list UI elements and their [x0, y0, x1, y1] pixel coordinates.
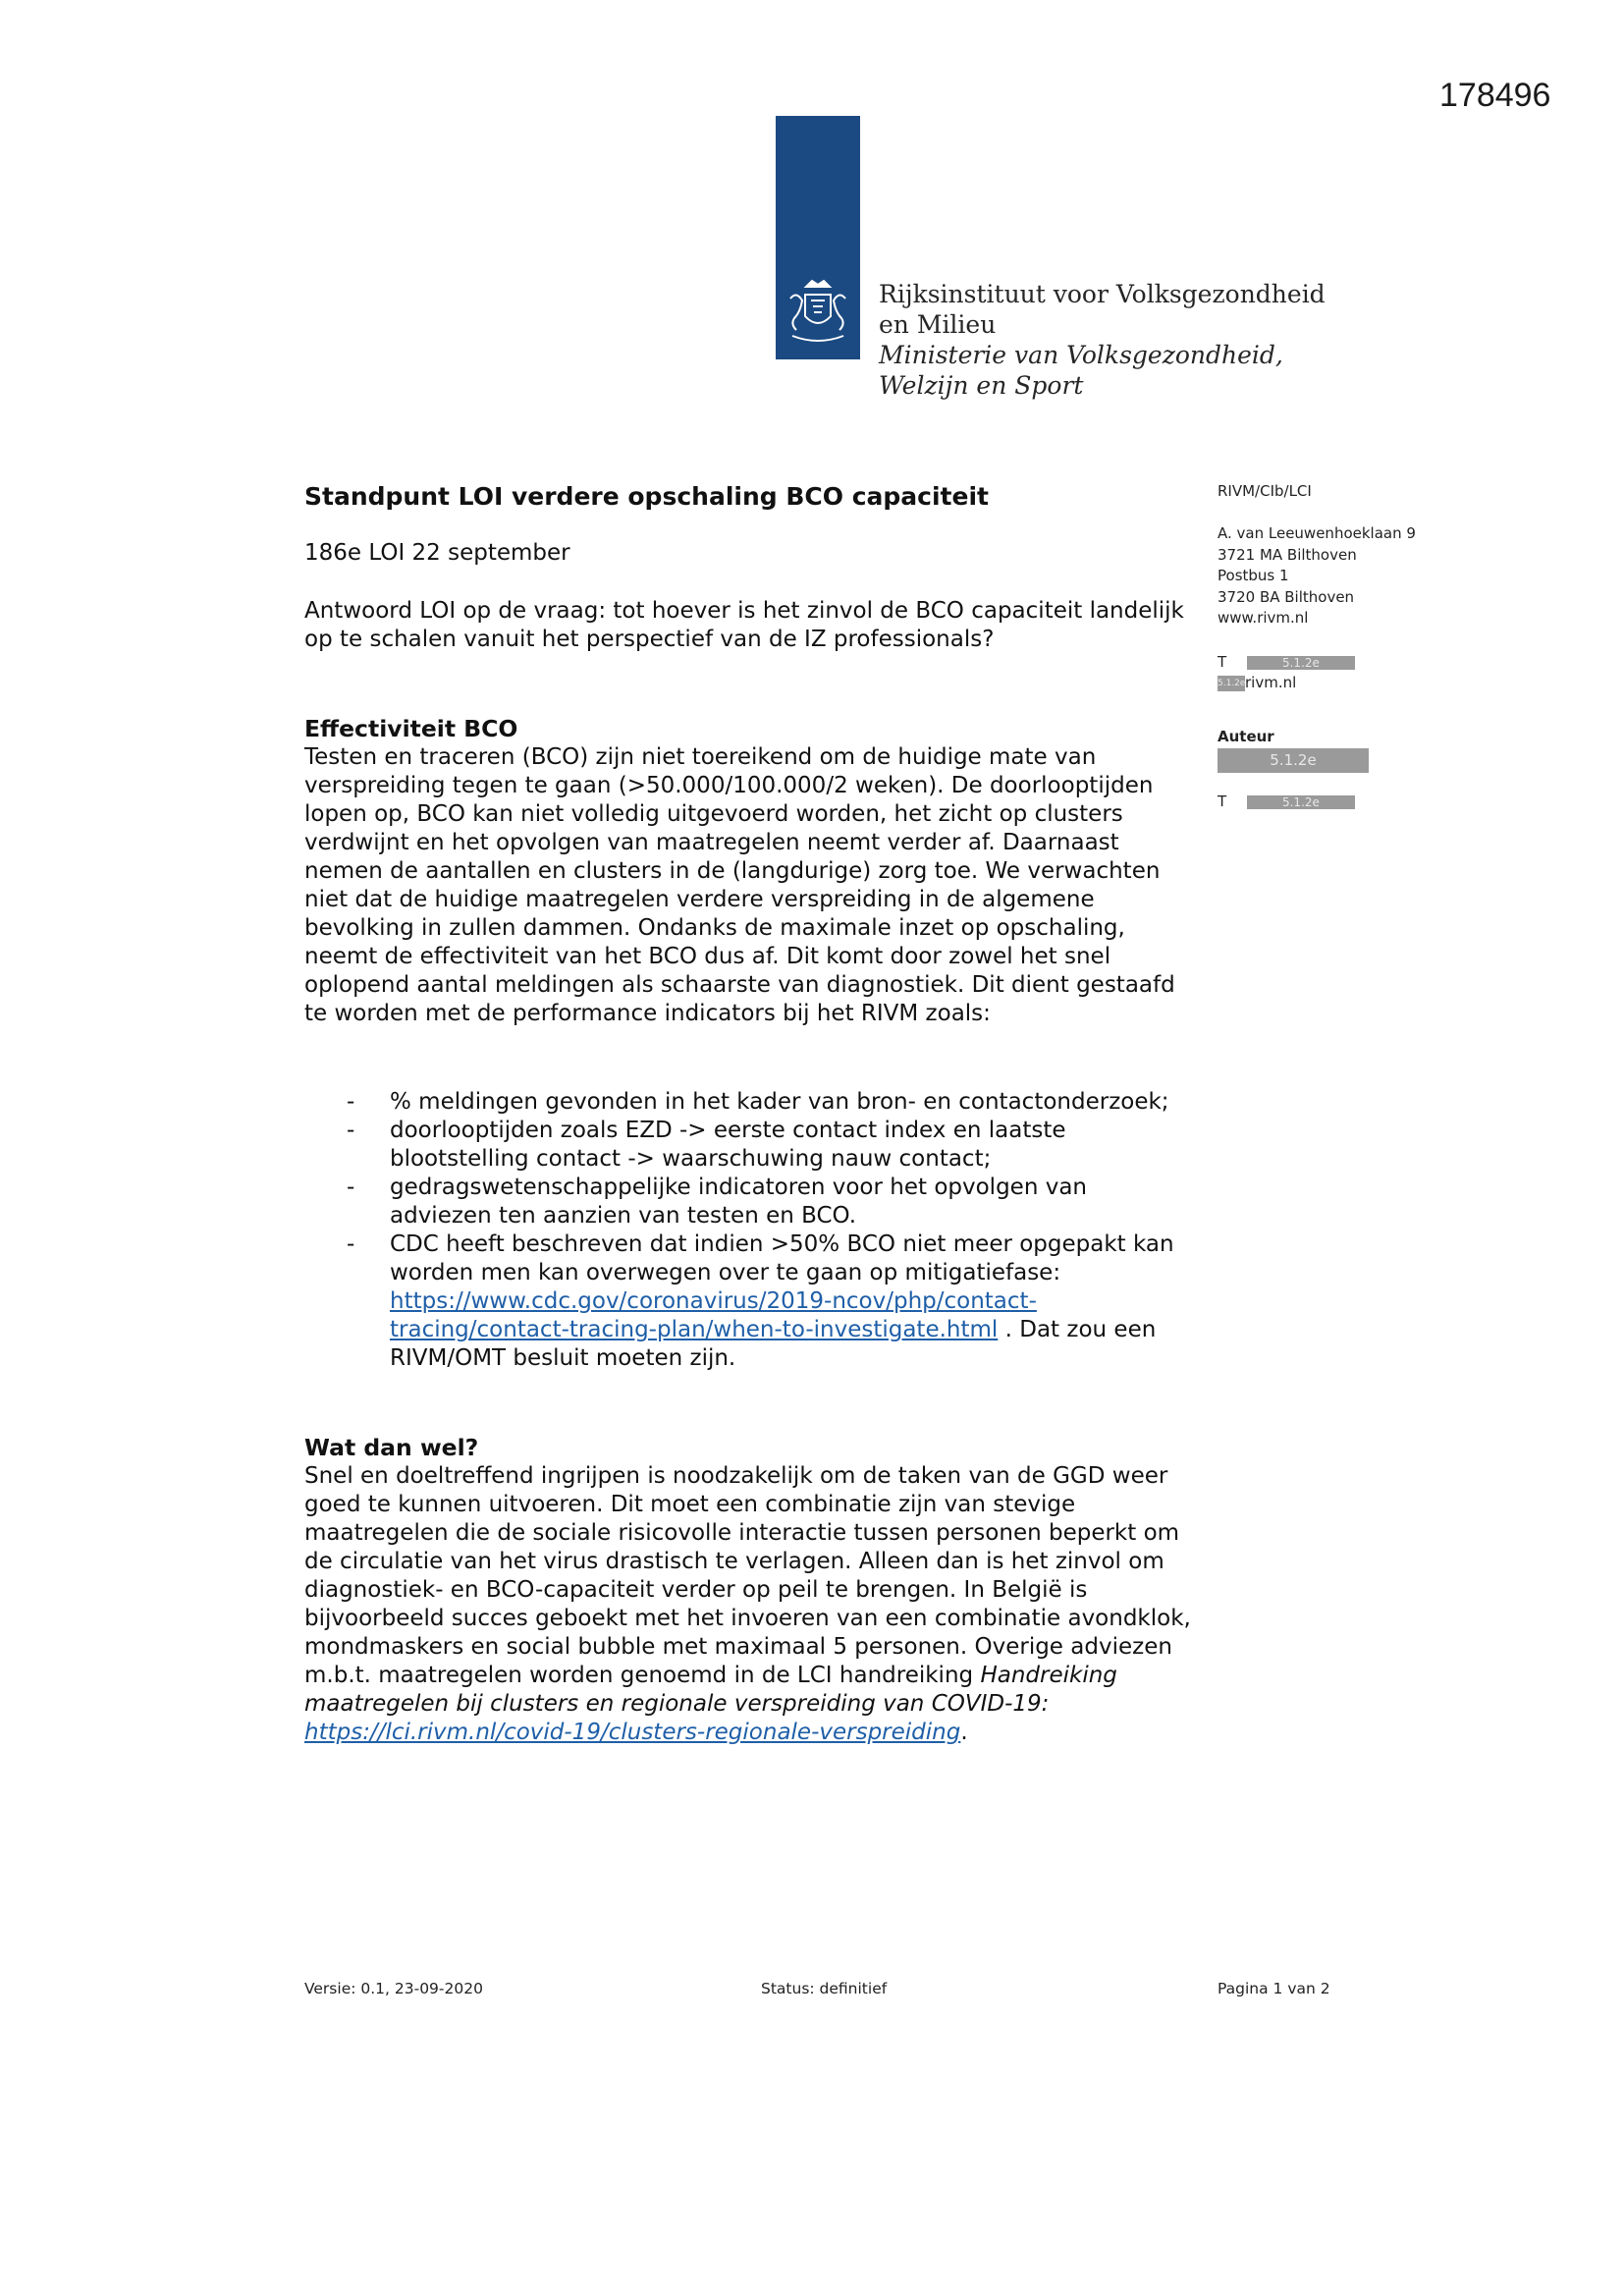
section-heading-effectiviteit: Effectiviteit BCO [304, 715, 518, 742]
paragraph-end: . [960, 1720, 968, 1745]
redacted-email: 5.1.2e [1218, 676, 1245, 691]
institute-line-1: Rijksinstituut voor Volksgezondheid [879, 280, 1326, 308]
logo-bar [776, 116, 860, 359]
question-paragraph: Antwoord LOI op de vraag: tot hoever is het zinvol de BCO capaciteit landelijk op te schalen vanuit het perspectief van de IZ professionals? [304, 598, 1184, 652]
author-label: Auteur [1218, 728, 1274, 745]
list-item [304, 1230, 1188, 1373]
list-item [304, 1174, 1188, 1230]
sidebar-phone [1218, 652, 1355, 674]
footer-page: Pagina 1 van 2 [1218, 1980, 1330, 1997]
handreiking-title: Handreiking maatregelen bij clusters en regionale verspreiding van COVID-19: [304, 1663, 1117, 1717]
address-line: Postbus 1 [1218, 567, 1289, 584]
institute-line-2: en Milieu [879, 310, 997, 339]
redacted-author-phone: 5.1.2e [1247, 795, 1355, 809]
author-phone-label: T [1218, 793, 1227, 810]
list-item [304, 1088, 1188, 1117]
institute-name [879, 279, 1326, 401]
address-line: 3720 BA Bilthoven [1218, 587, 1355, 606]
email-suffix: rivm.nl [1245, 674, 1297, 691]
paragraph-text: Snel en doeltreffend ingrijpen is noodzakelijk om de taken van de GGD weer goed te kunnen uitvoeren. Dit moet een combinatie zijn van stevige maatregelen die de sociale risicovolle interactie tussen personen beperkt om de circulatie van het virus drastisch te verlagen. Alleen dan is het zinvol om diagnostiek- en BCO-capaciteit verder op peil te brengen. In België is bijvoorbeeld succes geboekt met het invoeren van een combinatie avondklok, mondmaskers en social bubble met maximaal 5 personen. Overige adviezen m.b.t. maatregelen worden genoemd in de LCI handreiking [304, 1463, 1191, 1688]
footer-status: Status: definitief [761, 1980, 888, 1997]
cdc-link[interactable]: https://www.cdc.gov/coronavirus/2019-ncov/php/contact-tracing/contact-tracing-plan/when-to-investigate.html [390, 1288, 1037, 1342]
list-dash: - [347, 1231, 355, 1257]
list-dash: - [347, 1118, 355, 1143]
section-heading-wat-dan-wel: Wat dan wel? [304, 1434, 479, 1461]
address-line: 3721 MA Bilthoven [1218, 545, 1357, 564]
lci-link[interactable]: https://lci.rivm.nl/covid-19/clusters-regionale-verspreiding [304, 1720, 961, 1745]
ministry-line-1: Ministerie van Volksgezondheid, [879, 341, 1283, 369]
meeting-line: 186e LOI 22 september [304, 540, 570, 566]
list-item-text: % meldingen gevonden in het kader van bron- en contactonderzoek; [390, 1089, 1169, 1115]
address-line: A. van Leeuwenhoeklaan 9 [1218, 524, 1416, 542]
list-item-text: doorlooptijden zoals EZD -> eerste contact index en laatste blootstelling contact -> waarschuwing nauw contact; [390, 1118, 1066, 1172]
list-item-text-end: . Dat zou een RIVM/OMT besluit moeten zijn. [390, 1317, 1157, 1371]
sidebar-email [1218, 673, 1296, 694]
section-paragraph-wat-dan-wel [304, 1462, 1198, 1747]
phone-label: T [1218, 653, 1227, 671]
footer-version: Versie: 0.1, 23-09-2020 [304, 1980, 483, 1997]
royal-crest-icon [779, 273, 857, 352]
document-number: 178496 [1439, 77, 1551, 114]
author-name [1218, 748, 1369, 773]
indicator-list [304, 1088, 1188, 1373]
sidebar-address [1218, 523, 1416, 629]
sidebar-dept: RIVM/CIb/LCI [1218, 482, 1312, 500]
ministry-line-2: Welzijn en Sport [879, 371, 1084, 400]
list-dash: - [347, 1089, 355, 1115]
address-line: www.rivm.nl [1218, 609, 1309, 627]
document-title: Standpunt LOI verdere opschaling BCO capaciteit [304, 482, 989, 511]
redacted-phone: 5.1.2e [1247, 656, 1355, 670]
list-dash: - [347, 1175, 355, 1200]
list-item-text: gedragswetenschappelijke indicatoren voor het opvolgen van adviezen ten aanzien van testen en BCO. [390, 1175, 1087, 1229]
redacted-author: 5.1.2e [1218, 748, 1369, 773]
author-phone [1218, 792, 1355, 813]
list-item [304, 1117, 1188, 1174]
list-item-text: CDC heeft beschreven dat indien >50% BCO niet meer opgepakt kan worden men kan overwegen over te gaan op mitigatiefase: [390, 1231, 1174, 1285]
section-paragraph-effectiviteit: Testen en traceren (BCO) zijn niet toereikend om de huidige mate van verspreiding tegen te gaan (>50.000/100.000/2 weken). De doorlooptijden lopen op, BCO kan niet volledig uitgevoerd worden, het zicht op clusters verdwijnt en het opvolgen van maatregelen neemt verder af. Daarnaast nemen de aantallen en clusters in de (langdurige) zorg toe. We verwachten niet dat de huidige maatregelen verdere verspreiding in de algemene bevolking in zullen dammen. Ondanks de maximale inzet op opschaling, neemt de effectiviteit van het BCO dus af. Dit komt door zowel het snel oplopend aantal meldingen als schaarste van diagnostiek. Dit dient gestaafd te worden met de performance indicators bij het RIVM zoals: [304, 744, 1175, 1026]
